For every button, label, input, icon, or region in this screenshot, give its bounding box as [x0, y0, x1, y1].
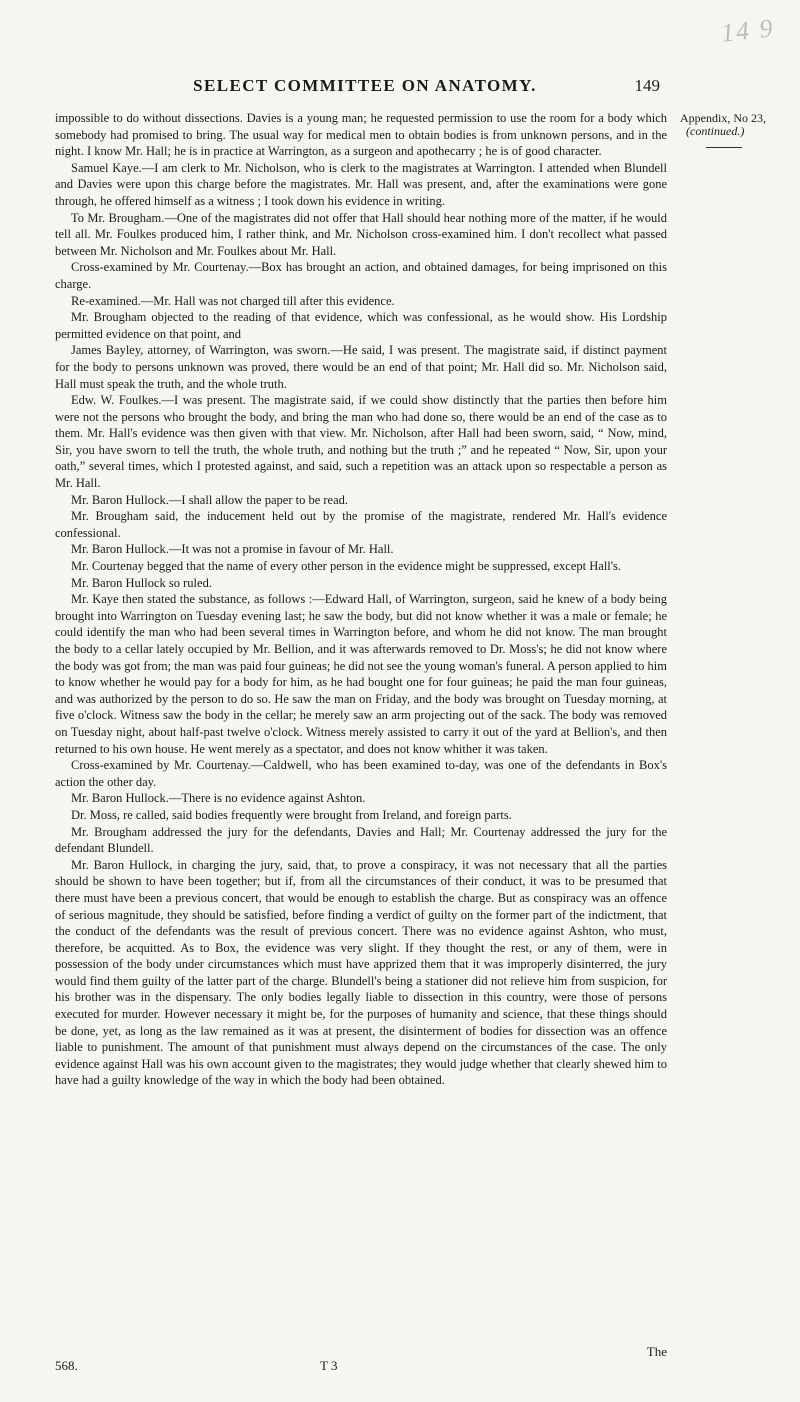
running-head: [110, 76, 660, 98]
paragraph: To Mr. Brougham.—One of the magistrates did not offer that Hall should hear nothing more of the matter, if he would tell all. Mr. Foulkes produced him, I rather think, and Mr. Nicholson cross-examined him. I don't recollect what passed between Mr. Nicholson and Mr. Foulkes about Mr. Hall.: [55, 210, 667, 258]
paragraph: Mr. Brougham objected to the reading of that evidence, which was confessional, as he would show. His Lordship permitted evidence on that point, and: [55, 310, 667, 341]
paragraph: Cross-examined by Mr. Courtenay.—Caldwell, who has been examined to-day, was one of the defendants in Box's action the other day.: [55, 758, 667, 789]
footer-signature-mark: T 3: [320, 1358, 338, 1373]
paragraph: Mr. Brougham addressed the jury for the defendants, Davies and Hall; Mr. Courtenay addressed the jury for the defendant Blundell.: [55, 824, 667, 856]
running-title: SELECT COMMITTEE ON ANATOMY.: [193, 76, 537, 95]
paragraph: Mr. Baron Hullock so ruled.: [71, 575, 212, 590]
paragraph: Cross-examined by Mr. Courtenay.—Box has brought an action, and obtained damages, for being imprisoned on this charge.: [55, 260, 667, 291]
paragraph: impossible to do without dissections. Davies is a young man; he requested permission to use the room for a body which somebody had promised to bring. The usual way for medical men to obtain bodies is from unknown persons, and in the night. I know Mr. Hall; he is in practice at Warrington, as a surgeon and apothecarry ; he is of good character.: [55, 111, 667, 159]
footer-sheet-number: 568.: [55, 1358, 78, 1373]
paragraph: Mr. Courtenay begged that the name of every other person in the evidence might be suppressed, except Hall's.: [71, 559, 621, 574]
paragraph: Mr. Baron Hullock.—It was not a promise in favour of Mr. Hall.: [71, 542, 394, 557]
margin-note: [680, 112, 795, 148]
paragraph: Samuel Kaye.—I am clerk to Mr. Nicholson, who is clerk to the magistrates at Warrington. I attended when Blundell and Davies were upon this charge before the magistrates. Mr. Hall was present, and, after the examinations were gone through, he offered himself as a witness ; I took down his evidence in writing.: [55, 160, 667, 208]
page-number: 149: [634, 76, 660, 95]
paragraph: Mr. Baron Hullock, in charging the jury, said, that, to prove a conspiracy, it was not necessary that all the parties should be shown to have been together; but if, from all the circumstances of their conduct, it was to be presumed that there must have been a previous concert, that would be enough to establish the charge. But as conspiracy was an offence of serious magnitude, they should be satisfied, before finding a verdict of guilty on the former part of the indictment, that the conduct of the defendants was the result of previous concert. There was no evidence against Ashton, who must, therefore, be acquitted. As to Box, the evidence was very slight. If they thought the rest, or any of them, were in possession of the body under circumstances which must have apprized them that it was improperly disinterred, the jury would find them guilty of the latter part of the charge. Blundell's being a stationer did not relieve him from suspicion, for his brother was in the dispensary. The only bodies legally liable to dissection in this country, were those of persons executed for murder. However necessary it might be, for the purposes of humanity and science, that these things should be done, yet, as long as the law remained as it was at present, the disinterment of bodies for dissection was an offence liable to punishment. The amount of that punishment must always depend on the circumstances of the case. The only evidence against Hall was his own account given to the magistrates; they would judge whether that clearly shewed him to have had a guilty knowledge of the way in which the body had been obtained.: [55, 857, 667, 1088]
paragraph: Re-examined.—Mr. Hall was not charged till after this evidence.: [71, 293, 395, 308]
handwritten-corner-mark: 14 9: [719, 13, 776, 48]
paragraph: Mr. Kaye then stated the substance, as follows :—Edward Hall, of Warrington, surgeon, said he knew of a body being brought into Warrington on Tuesday evening last; he saw the body, but did not know whether it was a male or female; he could identify the man who had been several times in Warrington before, and whom he did not know. The man brought the body to a cellar lately occupied by Mr. Bellion, and it was afterwards removed to Dr. Moss's; he did not know where the body was got from; the man was paid four guineas; he did not see the young woman's funeral. A person applied to him to know whether he would pay for a body for him, as he had bought one for four guineas; he paid the man four guineas, and was authorized by the person to do so. He saw the man on Friday, and the body was brought on Tuesday morning, at five o'clock. Witness saw the body in the cellar; he merely saw an arm projecting out of the sack. The body was removed on Tuesday night, about half-past twelve o'clock. Witness merely assisted to carry it out of the yard at Bellion's, and then returned to his own house. He went merely as a spectator, and does not know whither it was taken.: [55, 592, 667, 756]
footer-catchword: The: [646, 1344, 667, 1359]
paragraph: Mr. Baron Hullock.—There is no evidence against Ashton.: [71, 791, 366, 806]
paragraph: Dr. Moss, re called, said bodies frequently were brought from Ireland, and foreign parts.: [71, 807, 512, 822]
margin-note-continued: (continued.): [686, 123, 745, 138]
paragraph: Edw. W. Foulkes.—I was present. The magistrate said, if we could show distinctly that the parties then before him were not the persons who brought the body, and bring the man who had done so, there would be an end of the case as to them. Mr. Hall's evidence was then given with that view. Mr. Nicholson, after Hall had been sworn, said, “ Now, mind, Sir, you have sworn to tell the truth, the whole truth, and nothing but the truth ;” and he repeated “ Now, Sir, upon your oath,” several times, which I protested against, and said, such a repetition was an attack upon so respectable a person as Mr. Hall.: [55, 393, 667, 491]
margin-note-rule: [706, 147, 742, 148]
paragraph: James Bayley, attorney, of Warrington, was sworn.—He said, I was present. The magistrate said, if distinct payment for the body to persons unknown was proved, there would be an end of that point; Mr. Hall did so. Mr. Nicholson said, Hall must speak the truth, and the whole truth.: [55, 343, 667, 391]
body-text: [55, 110, 667, 1089]
page-footer: [55, 1344, 667, 1378]
paragraph: Mr. Baron Hullock.—I shall allow the paper to be read.: [71, 492, 349, 507]
margin-note-appendix: Appendix, No 23,: [680, 111, 766, 125]
paragraph: Mr. Brougham said, the inducement held out by the promise of the magistrate, rendered Mr. Hall's evidence confessional.: [55, 509, 667, 540]
